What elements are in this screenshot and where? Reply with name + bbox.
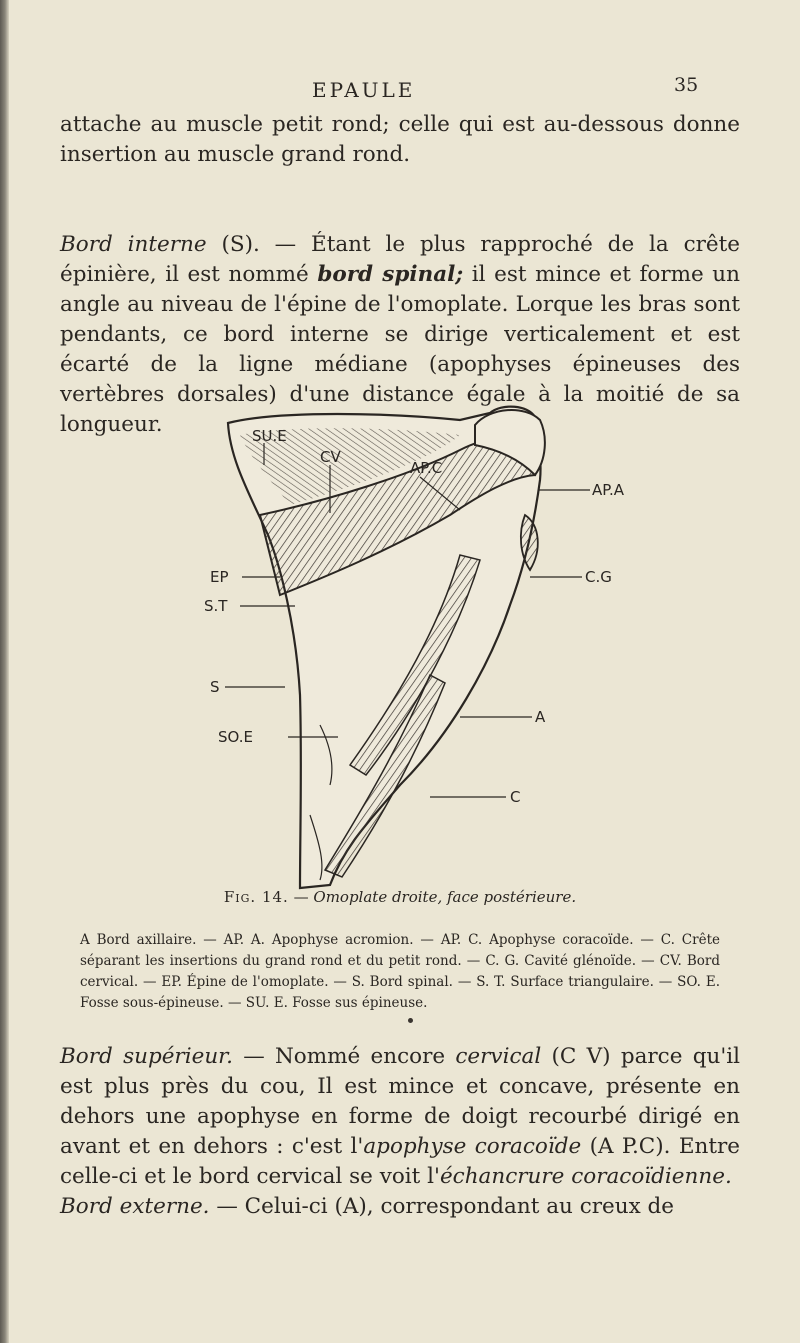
- paragraph-text: — Nommé encore: [232, 1044, 456, 1069]
- label-apc: AP.C: [410, 459, 443, 477]
- figure-number: Fig. 14.: [223, 888, 289, 906]
- paragraph-text: (A P.C). Entre celle-ci et le bord cervical se voit l': [60, 1134, 741, 1189]
- label-st: S.T: [204, 597, 228, 615]
- label-a: A: [535, 708, 546, 726]
- paragraph-lead: Bord externe.: [60, 1194, 210, 1219]
- label-c: C: [510, 788, 521, 806]
- term-apophyse-coracoide: apophyse coracoïde: [363, 1134, 582, 1159]
- label-s: S: [210, 678, 220, 696]
- page-header: [60, 74, 740, 104]
- paragraph-text: (S). — Étant le plus rapproché de la crête épinière, il est nommé: [60, 232, 740, 287]
- running-head: EPAULE: [312, 78, 416, 102]
- paragraph-continued: attache au muscle petit rond; celle qui est au-dessous donne insertion au muscle grand rond.: [60, 112, 740, 167]
- term-echancrure: échancrure coracoïdienne.: [439, 1164, 732, 1189]
- figure-omoplate: [130, 365, 710, 895]
- label-soe: SO.E: [218, 728, 253, 746]
- paragraph-lead: Bord supérieur.: [60, 1044, 233, 1069]
- label-cv: CV: [320, 448, 341, 466]
- separator-dot: [408, 1018, 413, 1023]
- label-sue: SU.E: [252, 427, 287, 445]
- paragraph-bord-superieur: [60, 1042, 740, 1222]
- label-apa: AP.A: [592, 481, 624, 499]
- label-ep: EP: [210, 568, 229, 586]
- term-bord-spinal: bord spinal;: [317, 262, 464, 287]
- book-binding-edge: [0, 0, 9, 1343]
- page-number: 35: [674, 74, 699, 96]
- paragraph-text: il est mince et forme un angle au niveau de l'épine de l'omoplate. Lorque les bras sont pendants, ce bord interne se dirige verticalement et est écarté de la ligne médiane (apophyses épineuses des vertèbres dorsales) d'une distance égale à la moitié de sa longueur.: [60, 262, 740, 437]
- label-cg: C.G: [585, 568, 612, 586]
- figure-legend: A Bord axillaire. — AP. A. Apophyse acromion. — AP. C. Apophyse coracoïde. — C. Crête séparant les insertions du grand rond et du petit rond. — C. G. Cavité glénoïde. — CV. Bord cervical. — EP. Épine de l'omoplate. — S. Bord spinal. — S. T. Surface triangulaire. — SO. E. Fosse sous-épineuse. — SU. E. Fosse sus épineuse.: [80, 932, 720, 1011]
- figure-caption: Fig. 14. — Omoplate droite, face postérieure.: [223, 888, 577, 906]
- paragraph-text: (C V) parce qu'il est plus près du cou, Il est mince et concave, présente en dehors une apophyse en forme de doigt recourbé dirigé en avant et en dehors : c'est l': [60, 1044, 740, 1159]
- scapula-illustration: [130, 365, 710, 895]
- book-page: [60, 60, 740, 1320]
- paragraph-lead: Bord interne: [60, 232, 207, 257]
- paragraph-text: — Celui-ci (A), correspondant au creux de: [209, 1194, 675, 1219]
- figure-caption-text: Omoplate droite, face postérieure.: [313, 888, 577, 906]
- term-cervical: cervical: [455, 1044, 542, 1069]
